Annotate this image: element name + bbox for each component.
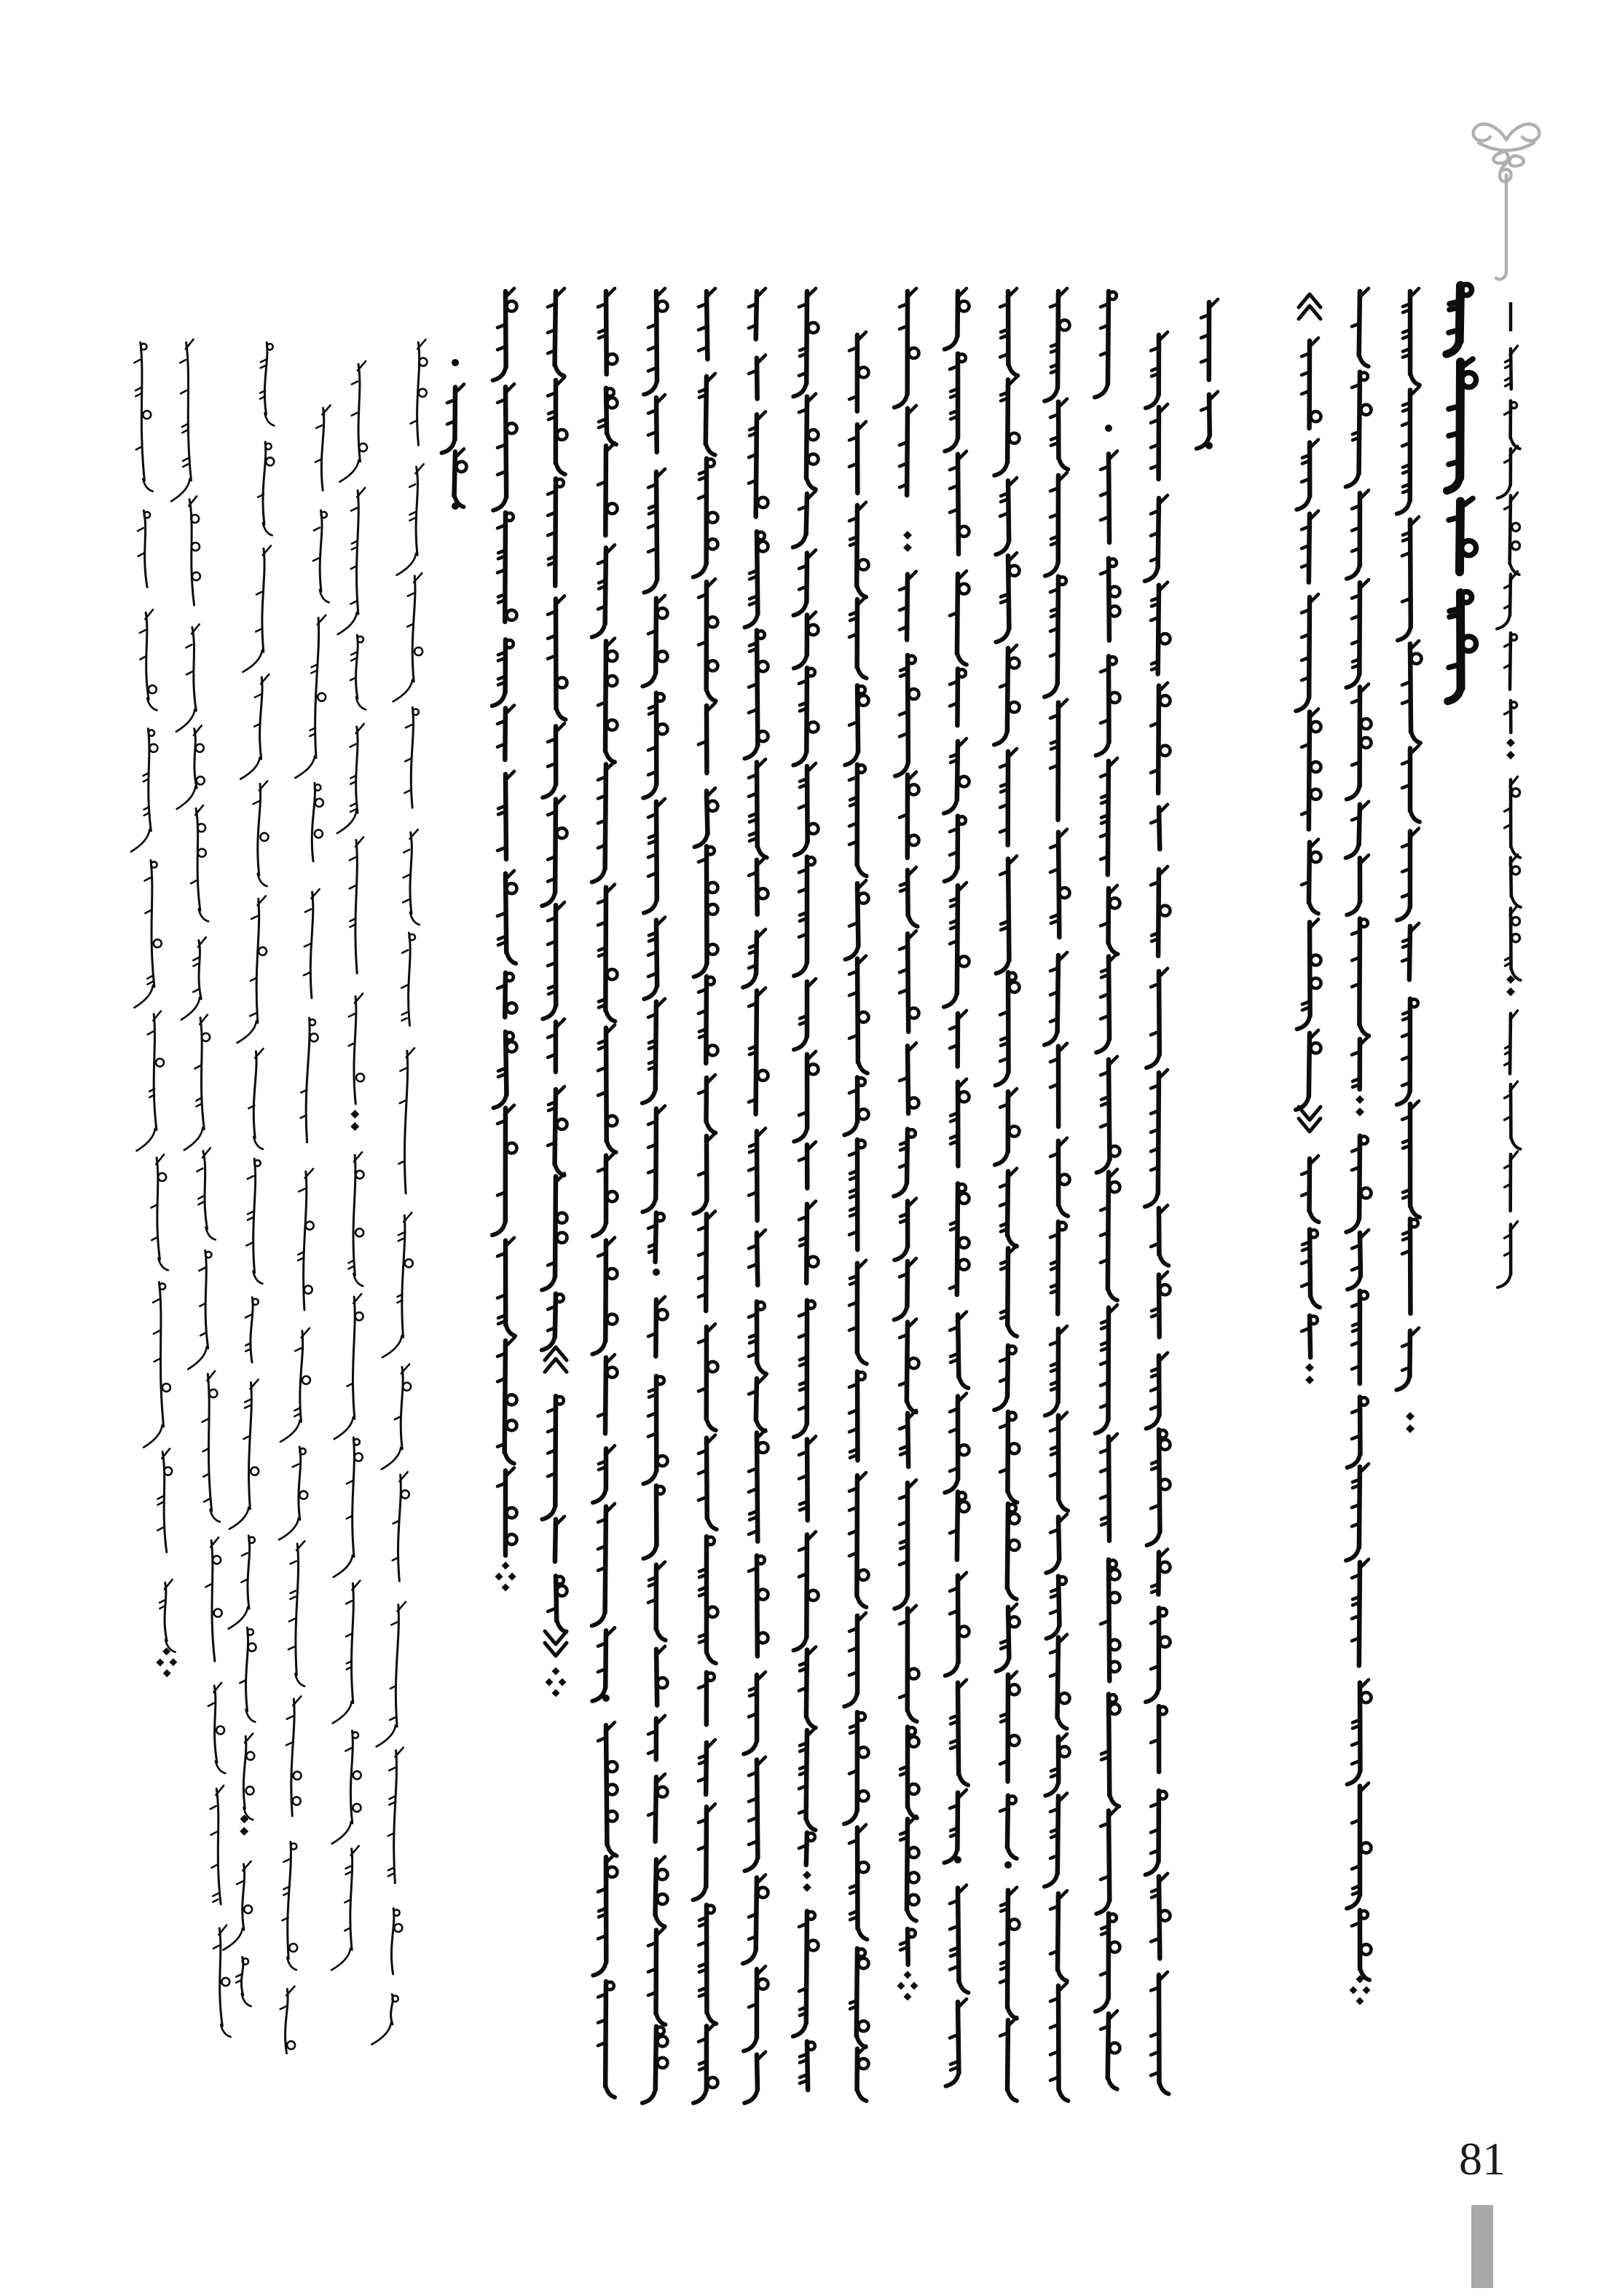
body-column — [793, 288, 819, 2090]
cursive-column — [331, 361, 368, 1970]
body-column — [1145, 332, 1171, 2094]
body-column — [994, 288, 1020, 2101]
cursive-column — [371, 339, 428, 2045]
cursive-column — [267, 405, 334, 2054]
body-column — [542, 288, 567, 1697]
cursive-column — [167, 339, 232, 2037]
body-column — [1296, 294, 1321, 1384]
title-column — [1447, 285, 1476, 702]
cursive-column — [120, 342, 177, 1678]
body-column — [844, 332, 869, 2101]
body-column — [1396, 288, 1421, 1433]
section-heading-column — [1197, 299, 1218, 449]
cursive-column — [222, 342, 277, 2006]
body-column — [1095, 291, 1120, 2089]
body-column — [944, 288, 969, 2086]
section-heading-column — [441, 359, 466, 510]
body-column — [1346, 288, 1372, 2005]
footer-bar — [1471, 2205, 1493, 2288]
body-column — [894, 288, 918, 2001]
body-column — [492, 288, 517, 1592]
body-column — [592, 288, 618, 2097]
body-column — [693, 288, 717, 2103]
body-column — [743, 288, 768, 2103]
body-column — [1044, 288, 1070, 2101]
flourish-icon — [1474, 124, 1540, 279]
page-number: 81 — [1459, 2133, 1506, 2185]
byline-column — [1497, 302, 1521, 1287]
body-column — [642, 288, 668, 2103]
